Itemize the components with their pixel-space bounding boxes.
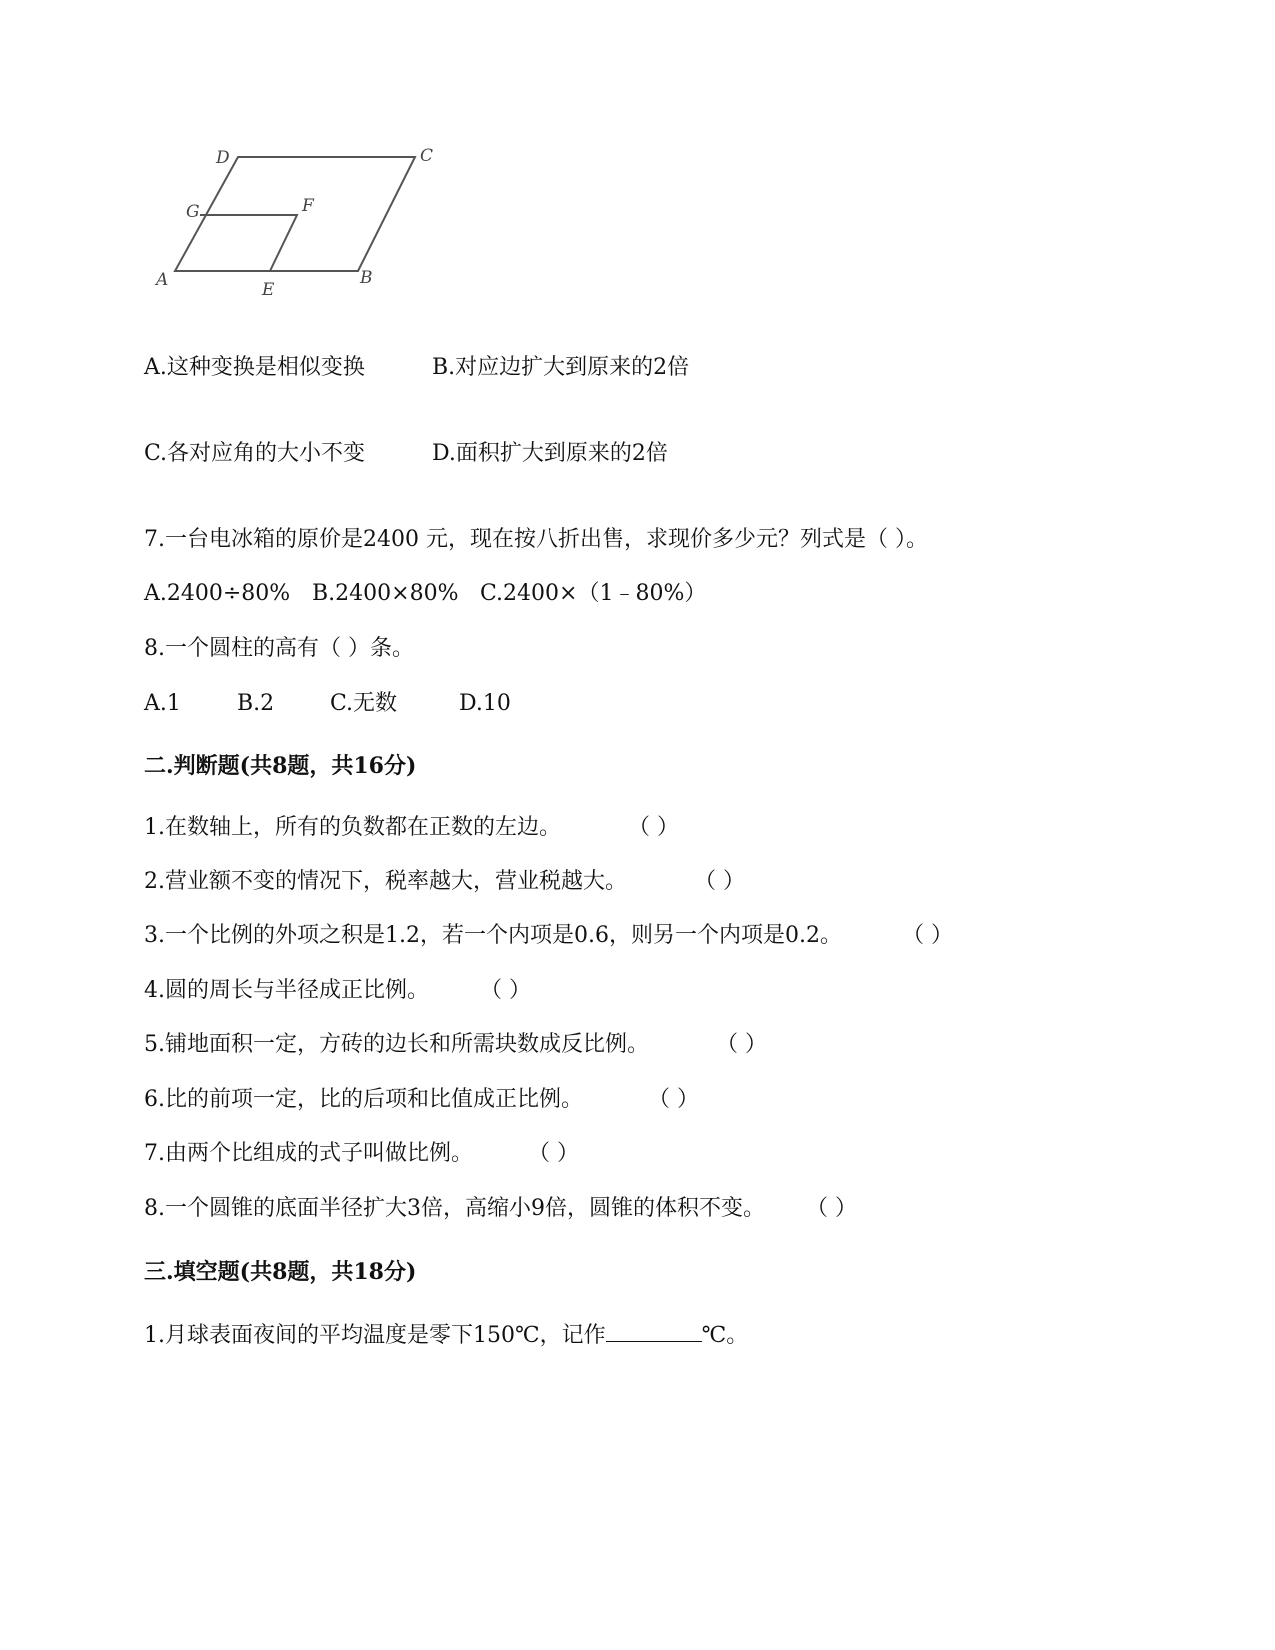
s2-item-3-answer-paren[interactable]: （ ）	[902, 923, 953, 948]
s2-item-2: 2.营业额不变的情况下，税率越大，营业税越大。	[144, 869, 627, 894]
q8-option-a: A.1	[144, 691, 181, 716]
s2-item-1-answer-paren[interactable]: （ ）	[628, 815, 679, 840]
s2-item-7: 7.由两个比组成的式子叫做比例。	[144, 1141, 473, 1166]
parallelogram-figure	[150, 145, 460, 310]
s2-item-1: 1.在数轴上，所有的负数都在正数的左边。	[144, 815, 561, 840]
s3-item-1-blank[interactable]	[606, 1321, 702, 1342]
label-a: A	[156, 270, 169, 290]
parallelogram-aefg	[200, 215, 297, 271]
q6-option-c: C.各对应角的大小不变	[144, 441, 366, 466]
s3-item-1-text: 1.月球表面夜间的平均温度是零下150℃，记作	[144, 1323, 606, 1348]
q8-stem: 8.一个圆柱的高有（ ）条。	[144, 636, 414, 661]
s2-item-6: 6.比的前项一定，比的后项和比值成正比例。	[144, 1087, 583, 1112]
label-d: D	[216, 148, 230, 168]
q7-option-a: A.2400÷80%	[144, 581, 291, 606]
s2-item-7-answer-paren[interactable]: （ ）	[528, 1141, 579, 1166]
s2-item-4: 4.圆的周长与半径成正比例。	[144, 978, 429, 1003]
q7-option-c: C.2400×（1﹣80%）	[480, 581, 707, 606]
label-c: C	[420, 146, 434, 166]
q8-option-d: D.10	[459, 691, 511, 716]
label-g: G	[186, 202, 200, 222]
section3-title: 三.填空题(共8题，共18分)	[144, 1259, 417, 1285]
section2-title: 二.判断题(共8题，共16分)	[144, 753, 417, 779]
s2-item-8: 8.一个圆锥的底面半径扩大3倍，高缩小9倍，圆锥的体积不变。	[144, 1196, 765, 1221]
s2-item-5-answer-paren[interactable]: （ ）	[716, 1032, 767, 1057]
label-b: B	[360, 268, 373, 288]
q7-option-b: B.2400×80%	[312, 581, 459, 606]
s2-item-3: 3.一个比例的外项之积是1.2，若一个内项是0.6，则另一个内项是0.2。	[144, 923, 842, 948]
q7-stem: 7.一台电冰箱的原价是2400 元，现在按八折出售，求现价多少元？列式是（ ）。	[144, 527, 928, 552]
s3-item-1-unit: ℃。	[701, 1323, 749, 1348]
label-e: E	[262, 280, 275, 300]
s3-item-1	[144, 1321, 748, 1350]
label-f: F	[302, 196, 314, 216]
q6-option-b: B.对应边扩大到原来的2倍	[432, 355, 690, 380]
q6-option-a: A.这种变换是相似变换	[144, 355, 365, 380]
q6-option-d: D.面积扩大到原来的2倍	[432, 441, 668, 466]
s2-item-4-answer-paren[interactable]: （ ）	[480, 978, 531, 1003]
s2-item-2-answer-paren[interactable]: （ ）	[694, 869, 745, 894]
s2-item-5: 5.铺地面积一定，方砖的边长和所需块数成反比例。	[144, 1032, 649, 1057]
q8-option-b: B.2	[237, 691, 275, 716]
q8-option-c: C.无数	[330, 691, 398, 716]
s2-item-8-answer-paren[interactable]: （ ）	[806, 1196, 857, 1221]
s2-item-6-answer-paren[interactable]: （ ）	[648, 1087, 699, 1112]
